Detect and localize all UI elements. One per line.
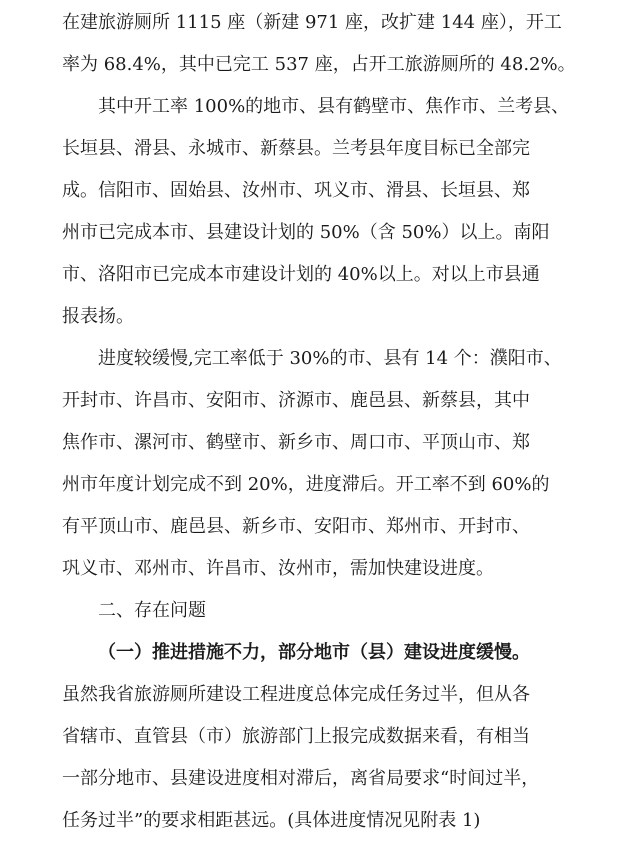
- paragraph-line: 一部分地市、县建设进度相对滞后，离省局要求“时间过半，: [62, 768, 540, 789]
- paragraph-line: 长垣县、滑县、永城市、新蔡县。兰考县年度目标已全部完: [62, 138, 530, 159]
- paragraph-line: 在建旅游厕所 1115 座（新建 971 座，改扩建 144 座），开工: [62, 12, 562, 33]
- paragraph-line: 巩义市、邓州市、许昌市、汝州市，需加快建设进度。: [62, 558, 494, 579]
- paragraph-line: 率为 68.4%，其中已完工 537 座，占开工旅游厕所的 48.2%。: [62, 54, 576, 75]
- paragraph-line: 州市已完成本市、县建设计划的 50%（含 50%）以上。南阳: [62, 222, 550, 243]
- paragraph-line: 开封市、许昌市、安阳市、济源市、鹿邑县、新蔡县，其中: [62, 390, 530, 411]
- subsection-heading: （一）推进措施不力，部分地市（县）建设进度缓慢。: [98, 642, 530, 663]
- paragraph-line: 州市年度计划完成不到 20%，进度滞后。开工率不到 60%的: [62, 474, 550, 495]
- paragraph-line: 成。信阳市、固始县、汝州市、巩义市、滑县、长垣县、郑: [62, 180, 530, 201]
- paragraph-line: 任务过半”的要求相距甚远。(具体进度情况见附表 1): [62, 810, 481, 831]
- paragraph-line: 虽然我省旅游厕所建设工程进度总体完成任务过半，但从各: [62, 684, 530, 705]
- paragraph-line: 有平顶山市、鹿邑县、新乡市、安阳市、郑州市、开封市、: [62, 516, 530, 537]
- paragraph-line: 报表扬。: [62, 306, 134, 327]
- section-heading: 二、存在问题: [98, 600, 206, 621]
- paragraph-line: 焦作市、漯河市、鹤壁市、新乡市、周口市、平顶山市、郑: [62, 432, 530, 453]
- paragraph-line: 市、洛阳市已完成本市建设计划的 40%以上。对以上市县通: [62, 264, 540, 285]
- paragraph-line: 进度较缓慢,完工率低于 30%的市、县有 14 个：濮阳市、: [98, 348, 562, 369]
- paragraph-line: 其中开工率 100%的地市、县有鹤壁市、焦作市、兰考县、: [98, 96, 570, 117]
- paragraph-line: 省辖市、直管县（市）旅游部门上报完成数据来看，有相当: [62, 726, 530, 747]
